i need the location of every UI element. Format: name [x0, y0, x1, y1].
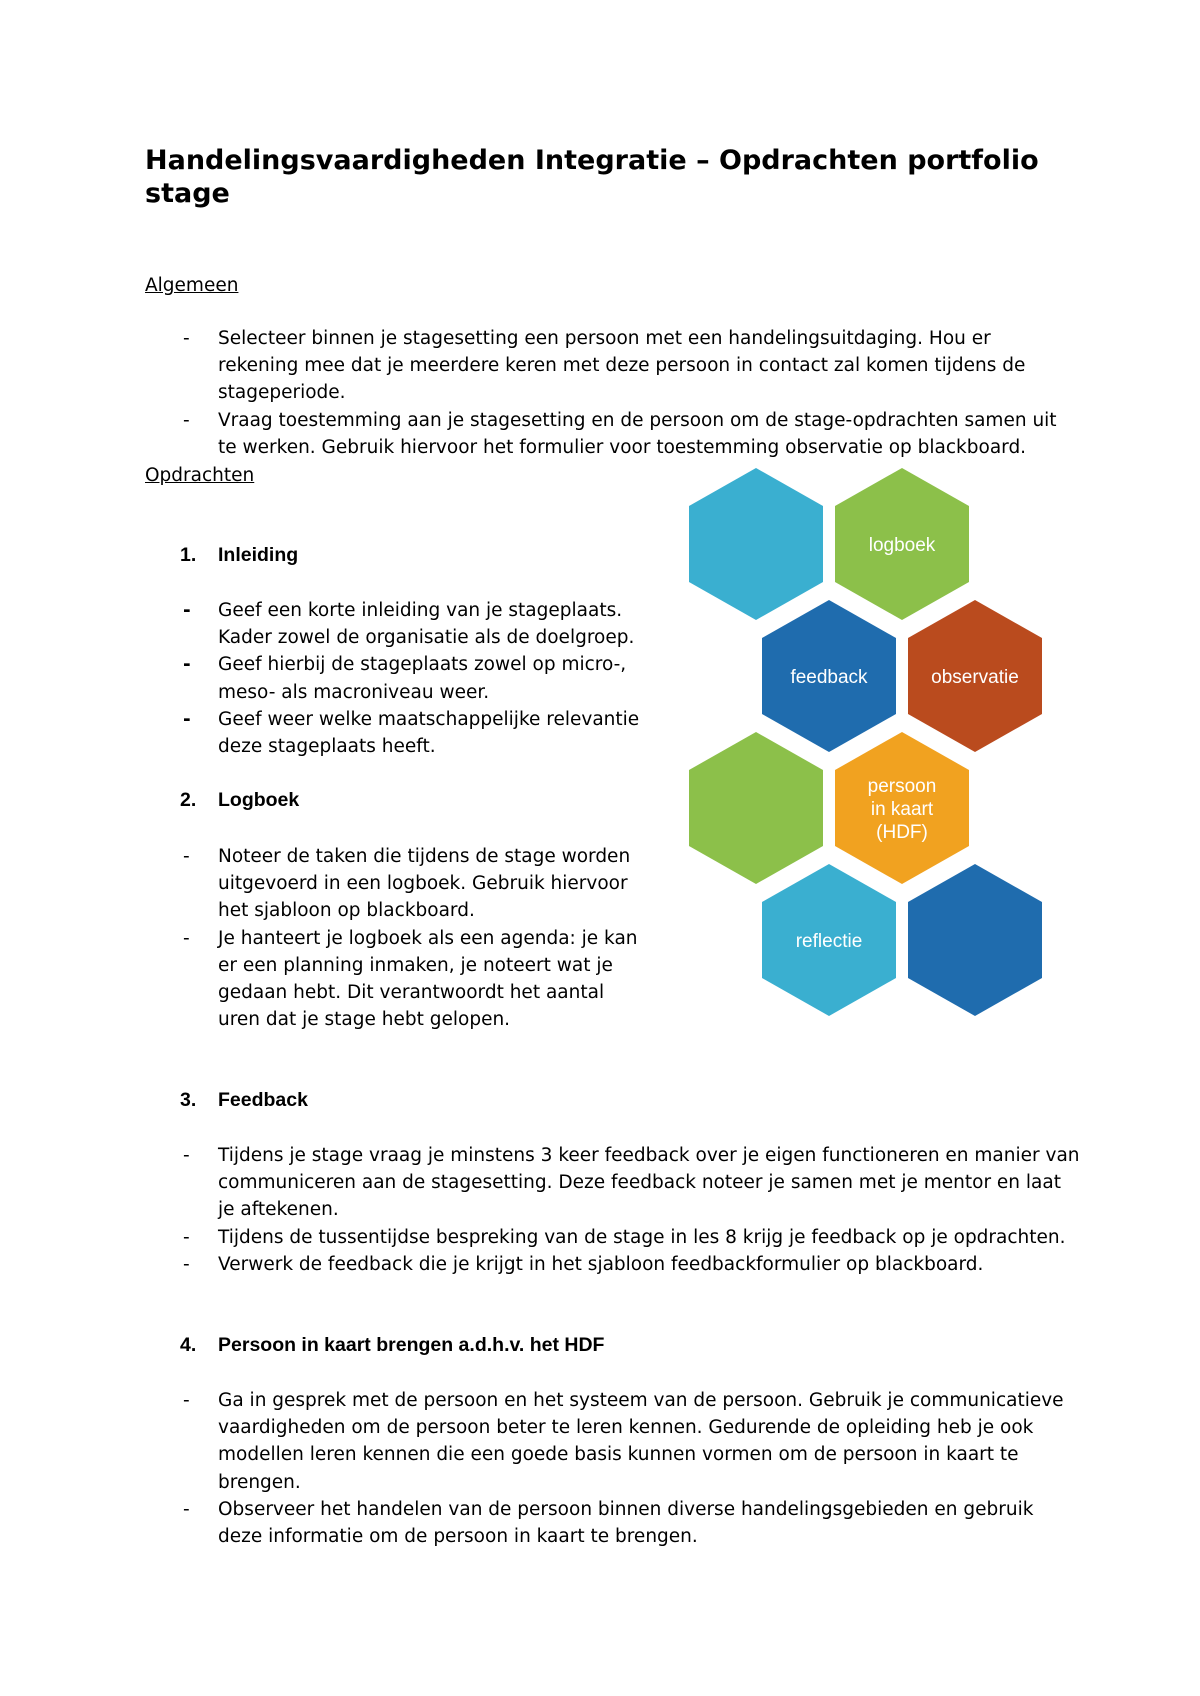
list-item	[145, 706, 650, 760]
list-item	[145, 407, 1065, 461]
dash-bullet: -	[183, 927, 190, 949]
document-title: Handelingsvaardigheden Integratie – Opdrachten portfolio stage	[145, 145, 1039, 209]
assignment-heading-inleiding	[180, 542, 298, 569]
hexagon-label: persoon	[867, 776, 937, 797]
feedback-list	[145, 1142, 1080, 1278]
hexagon	[908, 600, 1042, 752]
list-item-text: Geef een korte inleiding van je stageplaats. Kader zowel de organisatie als de doelgroep.	[218, 600, 635, 649]
hexagon	[689, 468, 823, 620]
list-item-text: Geef hierbij de stageplaats zowel op micro-, meso- als macroniveau weer.	[218, 654, 627, 703]
list-item-text: Selecteer binnen je stagesetting een persoon met een handelingsuitdaging. Hou er rekening mee dat je meerdere keren met deze persoon in contact zal komen tijdens de stageperiode.	[218, 328, 1026, 404]
persoon-in-kaart-list	[145, 1387, 1080, 1550]
hexagon	[908, 864, 1042, 1016]
dash-bullet: -	[183, 328, 190, 349]
list-item	[145, 1387, 1080, 1496]
section-heading-algemeen: Algemeen	[145, 275, 239, 296]
list-item	[145, 651, 650, 705]
hexagon	[689, 732, 823, 884]
assignment-number: 2.	[180, 789, 197, 811]
algemeen-list	[145, 325, 1065, 461]
assignment-title: Logboek	[218, 789, 300, 811]
dash-bullet: -	[183, 846, 190, 867]
hexagon	[835, 468, 969, 620]
list-item	[145, 597, 650, 651]
dash-bullet: -	[183, 708, 191, 730]
list-item-text: Vraag toestemming aan je stagesetting en de persoon om de stage-opdrachten samen uit te werken. Gebruik hiervoor het formulier voor toestemming observatie op blackboard.	[218, 409, 1057, 458]
inleiding-list	[145, 597, 650, 760]
dash-bullet: -	[183, 1145, 190, 1166]
dash-bullet: -	[183, 1390, 190, 1411]
assignment-number: 3.	[180, 1089, 197, 1111]
hexagon-label: logboek	[868, 535, 936, 556]
dash-bullet: -	[183, 1226, 190, 1248]
list-item-text: Noteer de taken die tijdens de stage worden uitgevoerd in een logboek. Gebruik hiervoor het sjabloon op blackboard.	[218, 846, 631, 922]
list-item	[145, 1142, 1080, 1224]
hexagon	[835, 732, 969, 884]
list-item	[145, 325, 1065, 407]
hexagon-label: feedback	[790, 667, 868, 688]
list-item	[145, 1251, 1080, 1278]
list-item-text: Je hanteert je logboek als een agenda: je kan er een planning inmaken, je noteert wat je gedaan hebt. Dit verantwoordt het aantal uren dat je stage hebt gelopen.	[218, 927, 638, 1031]
list-item	[145, 925, 650, 1034]
list-item	[145, 843, 650, 925]
hexagon-diagram	[680, 460, 1050, 1020]
hexagon-shape	[689, 468, 823, 620]
list-item-text: Geef weer welke maatschappelijke relevantie deze stageplaats heeft.	[218, 708, 640, 758]
hexagon-label: (HDF)	[876, 822, 928, 843]
hexagon-label: observatie	[931, 667, 1019, 688]
hexagon-label: reflectie	[795, 931, 863, 952]
assignment-heading-logboek	[180, 787, 299, 814]
assignment-title: Inleiding	[218, 544, 299, 566]
hexagon	[762, 864, 896, 1016]
dash-bullet: -	[183, 409, 190, 431]
assignment-title: Persoon in kaart brengen a.d.h.v. het HDF	[218, 1334, 605, 1356]
dash-bullet: -	[183, 1498, 190, 1520]
list-item-text: Observeer het handelen van de persoon binnen diverse handelingsgebieden en gebruik deze informatie om de persoon in kaart te brengen.	[218, 1498, 1034, 1548]
assignment-heading-persoon-in-kaart	[180, 1332, 604, 1359]
hexagon-shape	[908, 864, 1042, 1016]
list-item-text: Ga in gesprek met de persoon en het systeem van de persoon. Gebruik je communicatieve vaardigheden om de persoon beter te leren kennen. Gedurende de opleiding heb je ook modellen leren kennen die een goede basis kunnen vormen om de persoon in kaart te brengen.	[218, 1390, 1064, 1493]
assignment-number: 4.	[180, 1334, 197, 1356]
hexagon-shape	[689, 732, 823, 884]
section-heading-opdrachten: Opdrachten	[145, 465, 255, 486]
list-item	[145, 1496, 1080, 1550]
list-item	[145, 1224, 1080, 1251]
hexagon-label: in kaart	[870, 799, 934, 820]
dash-bullet: -	[183, 600, 191, 621]
dash-bullet: -	[183, 1253, 190, 1275]
list-item-text: Tijdens je stage vraag je minstens 3 keer feedback over je eigen functioneren en manier van communiceren aan de stagesetting. Deze feedback noteer je samen met je mentor en laat je aftekenen.	[218, 1145, 1080, 1221]
logboek-list	[145, 843, 650, 1033]
list-item-text: Tijdens de tussentijdse bespreking van de stage in les 8 krijg je feedback op je opdrachten.	[218, 1226, 1066, 1248]
hexagon	[762, 600, 896, 752]
assignment-number: 1.	[180, 544, 197, 566]
list-item-text: Verwerk de feedback die je krijgt in het sjabloon feedbackformulier op blackboard.	[218, 1253, 984, 1275]
assignment-title: Feedback	[218, 1089, 308, 1111]
dash-bullet: -	[183, 654, 191, 676]
assignment-heading-feedback	[180, 1087, 308, 1114]
